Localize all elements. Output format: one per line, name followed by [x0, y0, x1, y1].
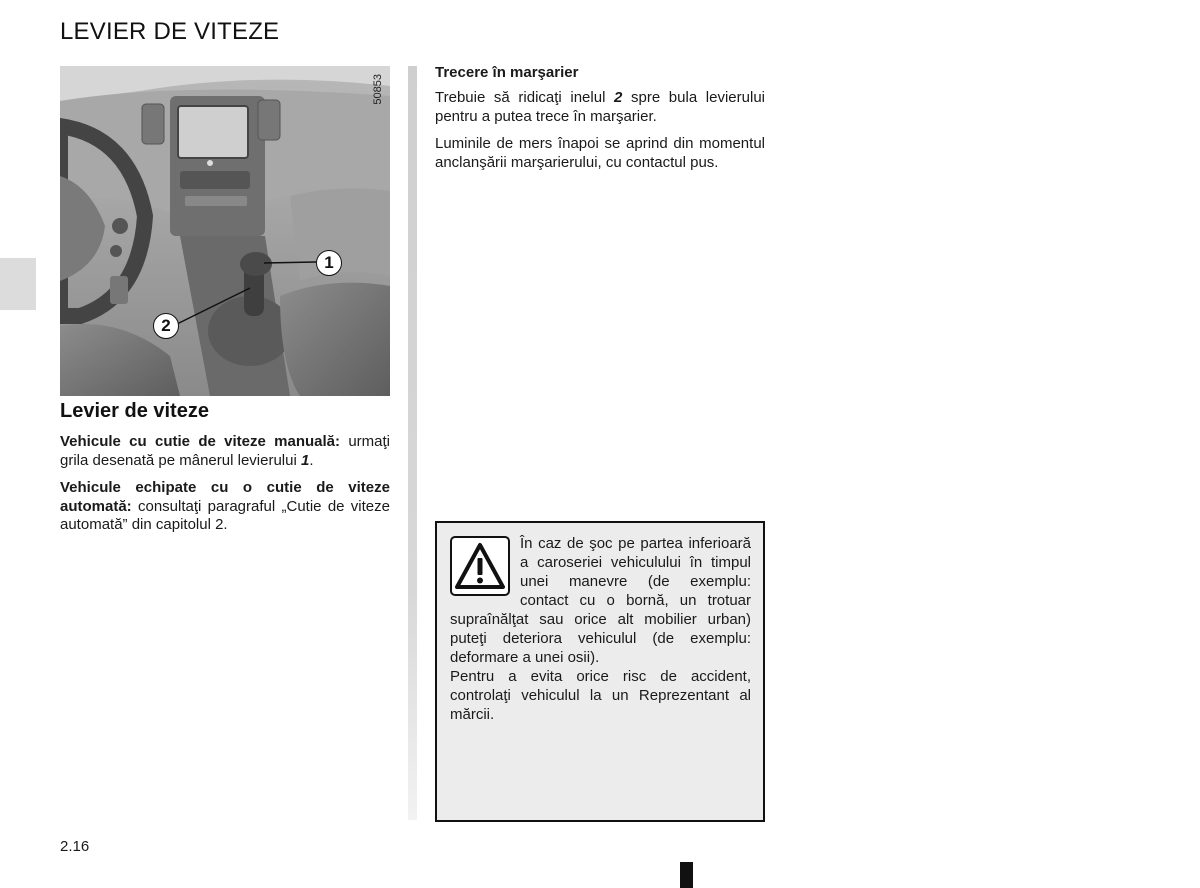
page-number: 2.16: [60, 838, 90, 855]
automatic-gearbox-text: consultaţi paragraful „Cutie de viteze automată” din capitolul 2.: [60, 497, 390, 533]
reverse-paragraph-1: [435, 89, 765, 126]
automatic-gearbox-paragraph: [60, 479, 390, 535]
callout-2: 2: [153, 313, 179, 339]
reverse-heading: Trecere în marşarier: [435, 64, 579, 81]
warning-text-1: În caz de şoc pe partea inferioară a caroseriei vehiculului în timpul unei manevre (de exemplu: contact cu o bornă, un trotuar supraînălţat sau orice alt mobilier urban) puteţi deteriora vehiculul (de exemplu: deformare a unei osii).: [450, 535, 751, 666]
right-column: [435, 64, 765, 181]
section-heading: Levier de viteze: [60, 400, 209, 422]
lever-ref: 1: [300, 451, 310, 469]
column-divider: [408, 66, 417, 820]
manual-gearbox-label: Vehicule cu cutie de viteze manuală:: [60, 433, 341, 450]
warning-triangle-icon: [450, 536, 510, 596]
page-edge-marker: [680, 862, 693, 888]
callout-1: 1: [316, 250, 342, 276]
reverse-p1-start: Trebuie să ridicaţi inelul: [435, 89, 615, 106]
reverse-p1-end: spre bula levierului pentru a putea trece în marşarier.: [435, 89, 765, 125]
page-title: LEVIER DE VITEZE: [60, 18, 280, 45]
warning-text-2: Pentru a evita orice risc de accident, controlaţi vehiculul la un Reprezentant al mărcii.: [450, 668, 751, 723]
ring-ref: 2: [614, 89, 623, 106]
warning-box: [435, 521, 765, 822]
gear-lever-figure: [60, 66, 390, 396]
manual-gearbox-paragraph: [60, 433, 390, 470]
figure-code: 50853: [372, 74, 384, 105]
manual-gearbox-end: .: [309, 451, 314, 469]
chapter-tab: [0, 258, 36, 310]
automatic-gearbox-label: Vehicule echipate cu o cutie de viteze automată:: [60, 479, 390, 515]
left-column: [60, 400, 390, 544]
reverse-paragraph-2: Luminile de mers înapoi se aprind din momentul anclanşării marşarierului, cu contactul pus.: [435, 135, 765, 171]
manual-gearbox-text: urmaţi grila desenată pe mânerul levierului: [60, 433, 391, 469]
car-interior-illustration: [60, 66, 390, 396]
